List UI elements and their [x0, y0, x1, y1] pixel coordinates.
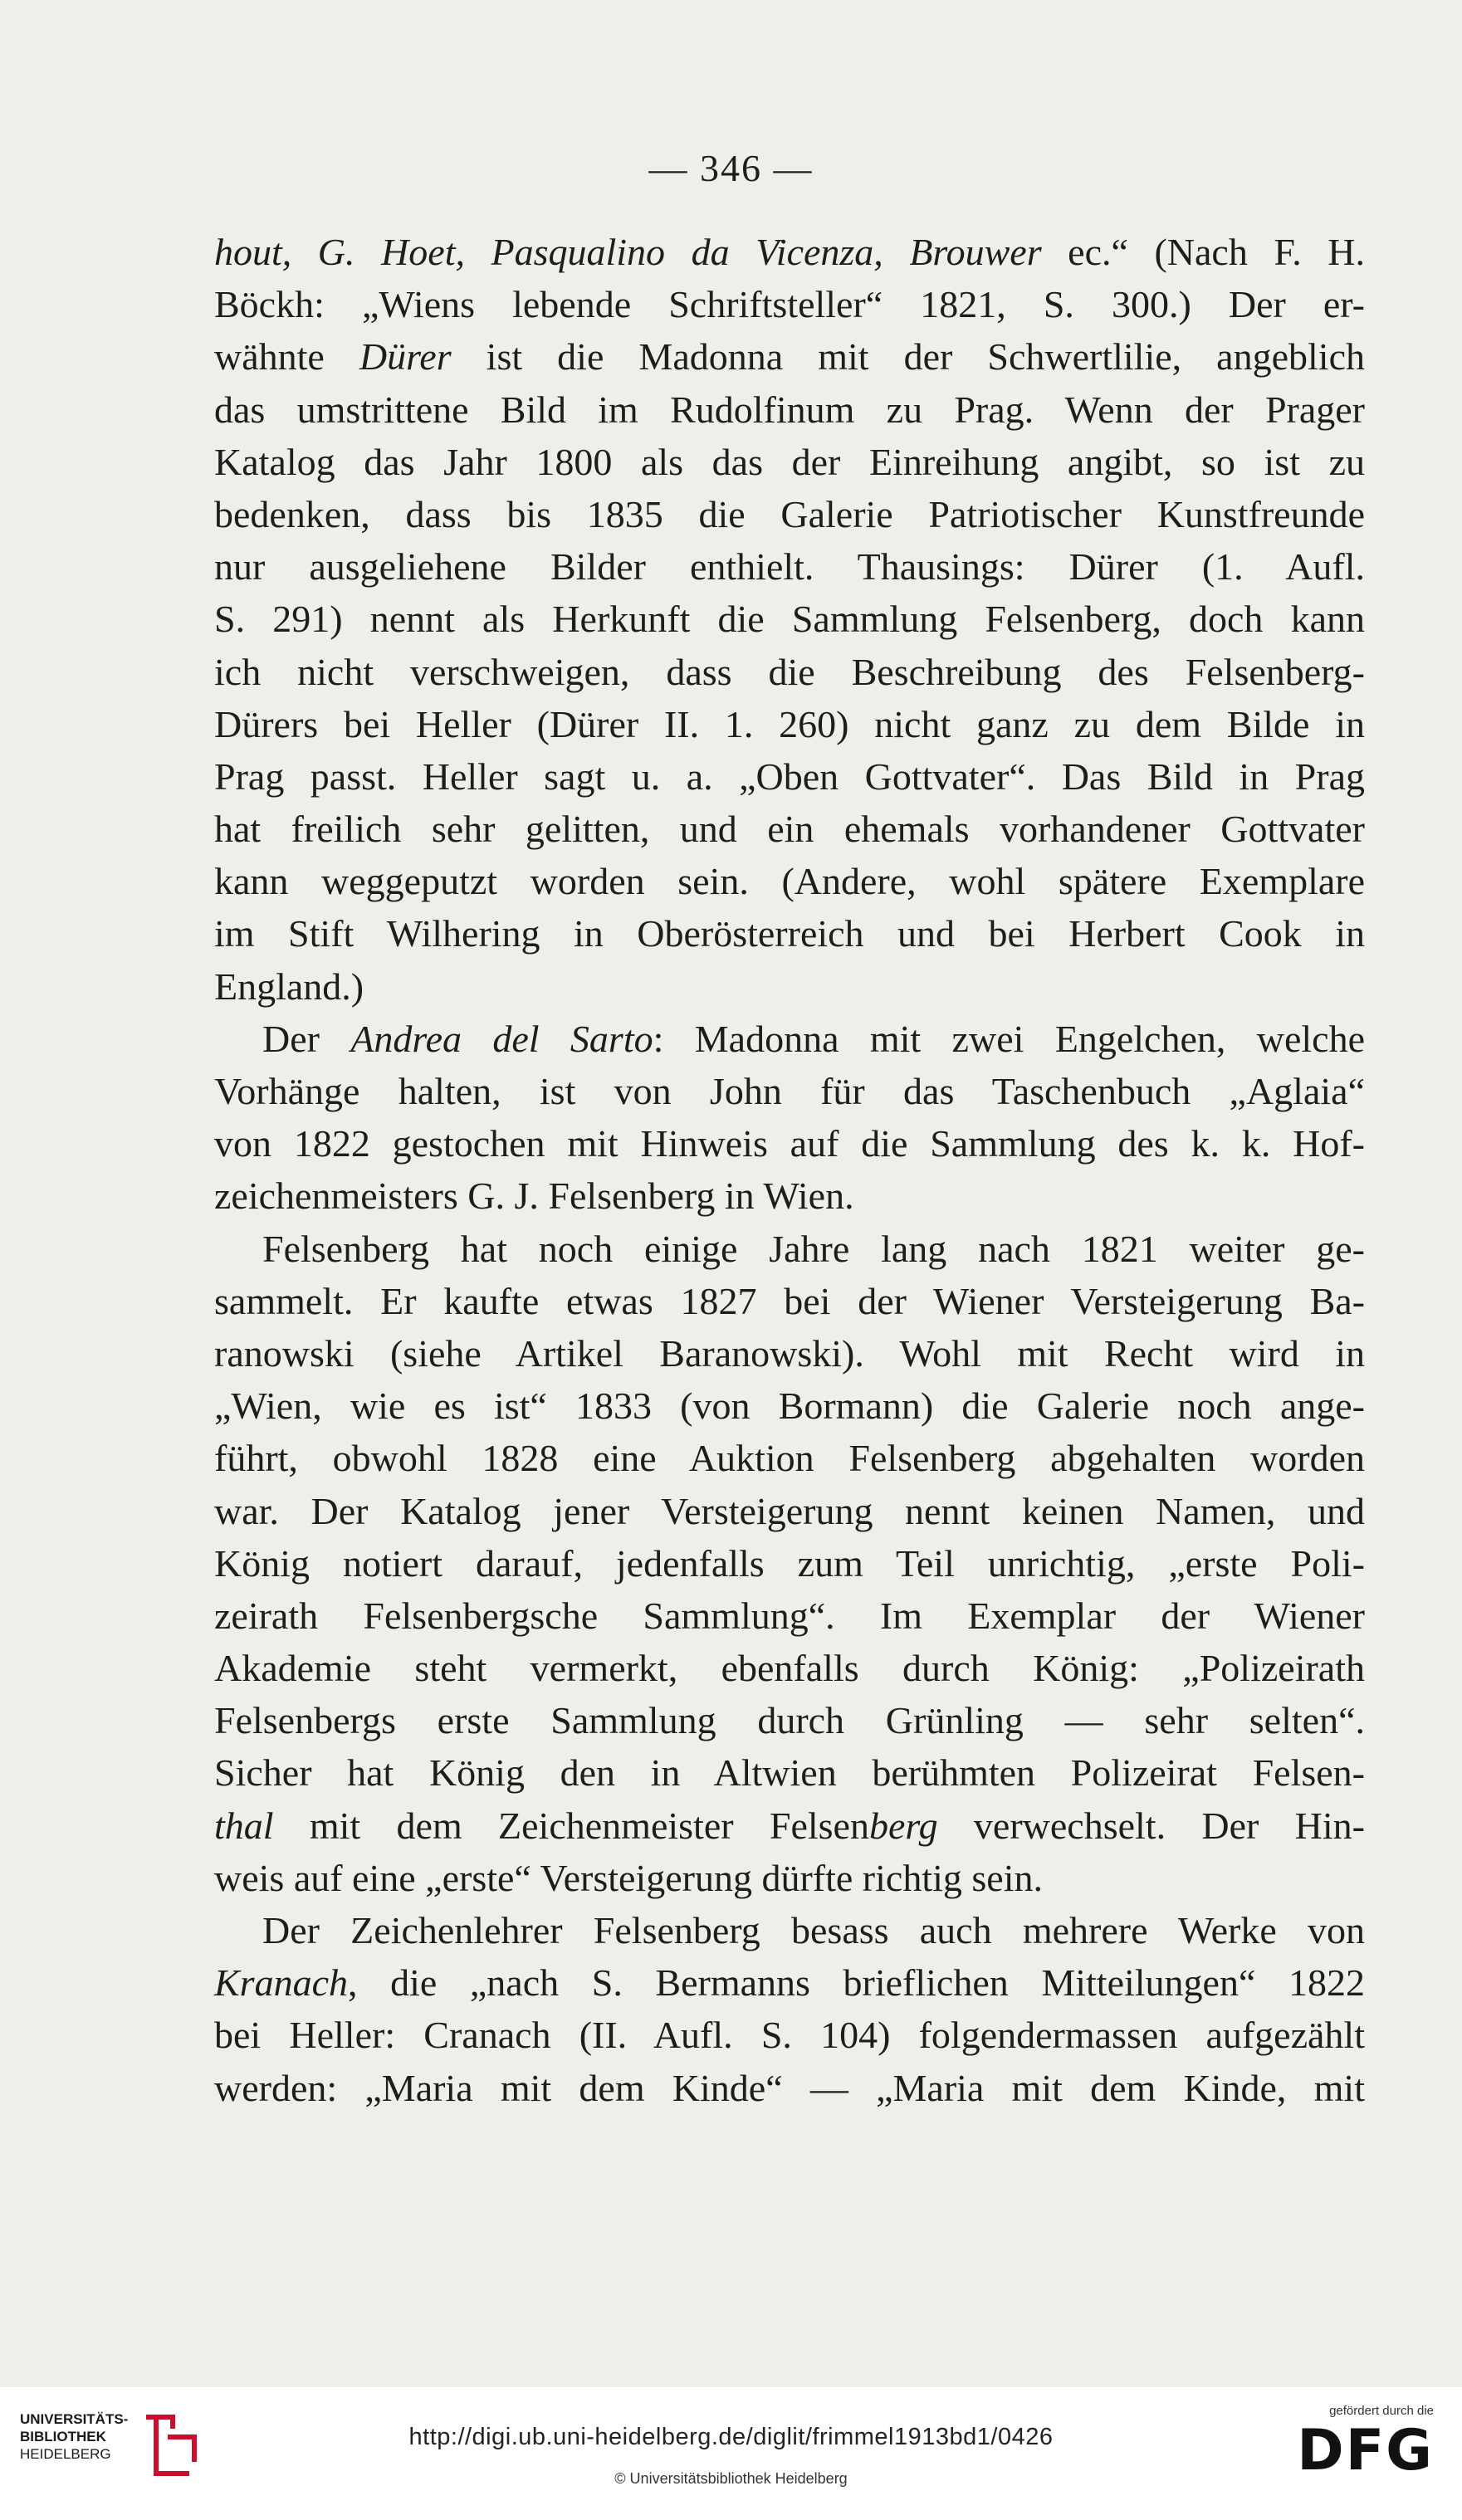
text-line	[214, 1327, 1365, 1380]
text-line	[214, 1432, 1365, 1484]
text-line	[214, 1485, 1365, 1537]
text-segment: Sicher hat König den in Altwien berühmten Polizeirat Felsen-	[214, 1751, 1365, 1795]
text-segment: Felsenbergs erste Sammlung durch Grünling — sehr selten“.	[214, 1699, 1365, 1742]
text-line	[214, 698, 1365, 750]
text-segment: hat freilich sehr gelitten, und ein ehemals vorhandener Gottvater	[214, 808, 1365, 851]
text-segment: Felsenberg hat noch einige Jahre lang nach 1821 weiter ge-	[262, 1227, 1365, 1270]
body-text	[214, 226, 1365, 2114]
text-segment: nur ausgeliehene Bilder enthielt. Thausings: Dürer (1. Aufl.	[214, 545, 1365, 588]
text-segment: ranowski (siehe Artikel Baranowski). Wohl mit Recht wird in	[214, 1331, 1365, 1375]
text-segment: ist die Madonna mit der Schwertlilie, angeblich	[451, 335, 1365, 378]
text-line	[214, 855, 1365, 907]
text-line	[214, 1956, 1365, 2009]
text-segment: Prag passt. Heller sagt u. a. „Oben Gottvater“. Das Bild in Prag	[214, 755, 1365, 798]
text-line	[214, 488, 1365, 540]
text-segment: zeichenmeisters G. J. Felsenberg in Wien.	[214, 1175, 854, 1218]
text-line	[214, 593, 1365, 645]
text-line	[214, 1117, 1365, 1170]
text-line	[214, 1380, 1365, 1432]
text-segment: von 1822 gestochen mit Hinweis auf die Sammlung des k. k. Hof-	[214, 1122, 1365, 1165]
copyright-notice: © Universitätsbibliothek Heidelberg	[614, 2470, 848, 2487]
text-segment: : Madonna mit zwei Engelchen, welche	[653, 1017, 1365, 1060]
text-line	[214, 1013, 1365, 1065]
text-line	[214, 1800, 1365, 1852]
text-segment: mit dem Zeichenmeister Felsen	[273, 1804, 869, 1847]
text-line	[214, 436, 1365, 488]
text-line	[214, 330, 1365, 383]
library-name-line-3: HEIDELBERG	[20, 2446, 111, 2462]
text-segment: im Stift Wilhering in Oberösterreich und bei Herbert Cook in	[214, 912, 1365, 955]
text-segment: bedenken, dass bis 1835 die Galerie Patriotischer Kunstfreunde	[214, 492, 1365, 535]
text-line	[214, 1590, 1365, 1642]
text-line	[214, 907, 1365, 960]
permalink-url[interactable]: http://digi.ub.uni-heidelberg.de/diglit/frimmel1913bd1/0426	[408, 2424, 1054, 2450]
text-line	[214, 1694, 1365, 1746]
text-segment: Vorhänge halten, ist von John für das Taschenbuch „Aglaia“	[214, 1070, 1365, 1112]
text-line	[214, 2062, 1365, 2114]
italic-text: Kranach	[214, 1961, 348, 2005]
text-line	[214, 1065, 1365, 1117]
text-line	[214, 1746, 1365, 1799]
text-segment: bei Heller: Cranach (II. Aufl. S. 104) folgendermassen aufgezählt	[214, 2014, 1365, 2057]
dfg-logo[interactable]	[1297, 2404, 1434, 2484]
text-segment: Der Zeichenlehrer Felsenberg besass auch mehrere Werke von	[262, 1909, 1365, 1951]
library-name-line-2: BIBLIOTHEK	[20, 2429, 106, 2444]
text-segment: S. 291) nennt als Herkunft die Sammlung Felsenberg, doch kann	[214, 598, 1365, 641]
italic-text: thal	[214, 1804, 274, 1847]
text-line	[214, 960, 1365, 1013]
italic-text: Andrea del Sarto	[350, 1017, 653, 1060]
text-segment: , die „nach S. Bermanns brieflichen Mitteilungen“ 1822	[348, 1961, 1365, 2005]
text-line	[214, 1904, 1365, 1956]
text-segment: sammelt. Er kaufte etwas 1827 bei der Wiener Versteigerung Ba-	[214, 1279, 1365, 1322]
text-line	[214, 646, 1365, 698]
text-segment: ich nicht verschweigen, dass die Beschreibung des Felsenberg-	[214, 650, 1365, 693]
italic-text: Dürer	[359, 335, 452, 378]
text-line	[214, 278, 1365, 330]
funding-note: gefördert durch die	[1329, 2404, 1434, 2418]
italic-text: berg	[868, 1804, 938, 1847]
text-line	[214, 383, 1365, 436]
text-segment: das umstrittene Bild im Rudolfinum zu Prag. Wenn der Prager	[214, 388, 1365, 431]
text-segment: war. Der Katalog jener Versteigerung nennt keinen Namen, und	[214, 1489, 1365, 1532]
text-line	[214, 2009, 1365, 2061]
text-segment: Böckh: „Wiens lebende Schriftsteller“ 1821, S. 300.) Der er-	[214, 283, 1365, 326]
footer-bar	[0, 2387, 1462, 2520]
page-number: — 346 —	[648, 147, 814, 189]
italic-text: hout, G. Hoet, Pasqualino da Vicenza, Brouwer	[214, 231, 1042, 273]
text-segment: „Wien, wie es ist“ 1833 (von Bormann) die Galerie noch ange-	[214, 1385, 1365, 1428]
text-segment: Katalog das Jahr 1800 als das der Einreihung angibt, so ist zu	[214, 440, 1365, 483]
text-segment: verwechselt. Der Hin-	[937, 1804, 1365, 1847]
text-line	[214, 1642, 1365, 1694]
dfg-logo-text: DFG	[1297, 2418, 1434, 2483]
library-name-line-1: UNIVERSITÄTS-	[20, 2411, 129, 2427]
text-line	[214, 1852, 1365, 1904]
text-segment: werden: „Maria mit dem Kinde“ — „Maria mit dem Kinde, mit	[214, 2066, 1365, 2109]
text-segment: England.)	[214, 965, 364, 1008]
text-segment: führt, obwohl 1828 eine Auktion Felsenberg abgehalten worden	[214, 1437, 1365, 1480]
text-line	[214, 226, 1365, 278]
text-segment: Akademie steht vermerkt, ebenfalls durch König: „Polizeirath	[214, 1647, 1365, 1690]
text-segment: Dürers bei Heller (Dürer II. 1. 260) nicht ganz zu dem Bilde in	[214, 702, 1365, 745]
text-line	[214, 540, 1365, 593]
text-segment: weis auf eine „erste“ Versteigerung dürfte richtig sein.	[214, 1856, 1043, 1899]
text-line	[214, 1223, 1365, 1275]
text-line	[214, 750, 1365, 803]
text-line	[214, 1170, 1365, 1222]
text-line	[214, 1537, 1365, 1590]
text-line	[214, 1275, 1365, 1327]
text-segment: wähnte	[214, 335, 359, 378]
text-segment: zeirath Felsenbergsche Sammlung“. Im Exemplar der Wiener	[214, 1594, 1365, 1637]
text-segment: König notiert darauf, jedenfalls zum Teil unrichtig, „erste Poli-	[214, 1541, 1365, 1585]
text-segment: kann weggeputzt worden sein. (Andere, wohl spätere Exemplare	[214, 860, 1365, 903]
text-segment: Der	[262, 1017, 351, 1060]
text-segment: ec.“ (Nach F. H.	[1041, 231, 1365, 273]
text-line	[214, 803, 1365, 855]
